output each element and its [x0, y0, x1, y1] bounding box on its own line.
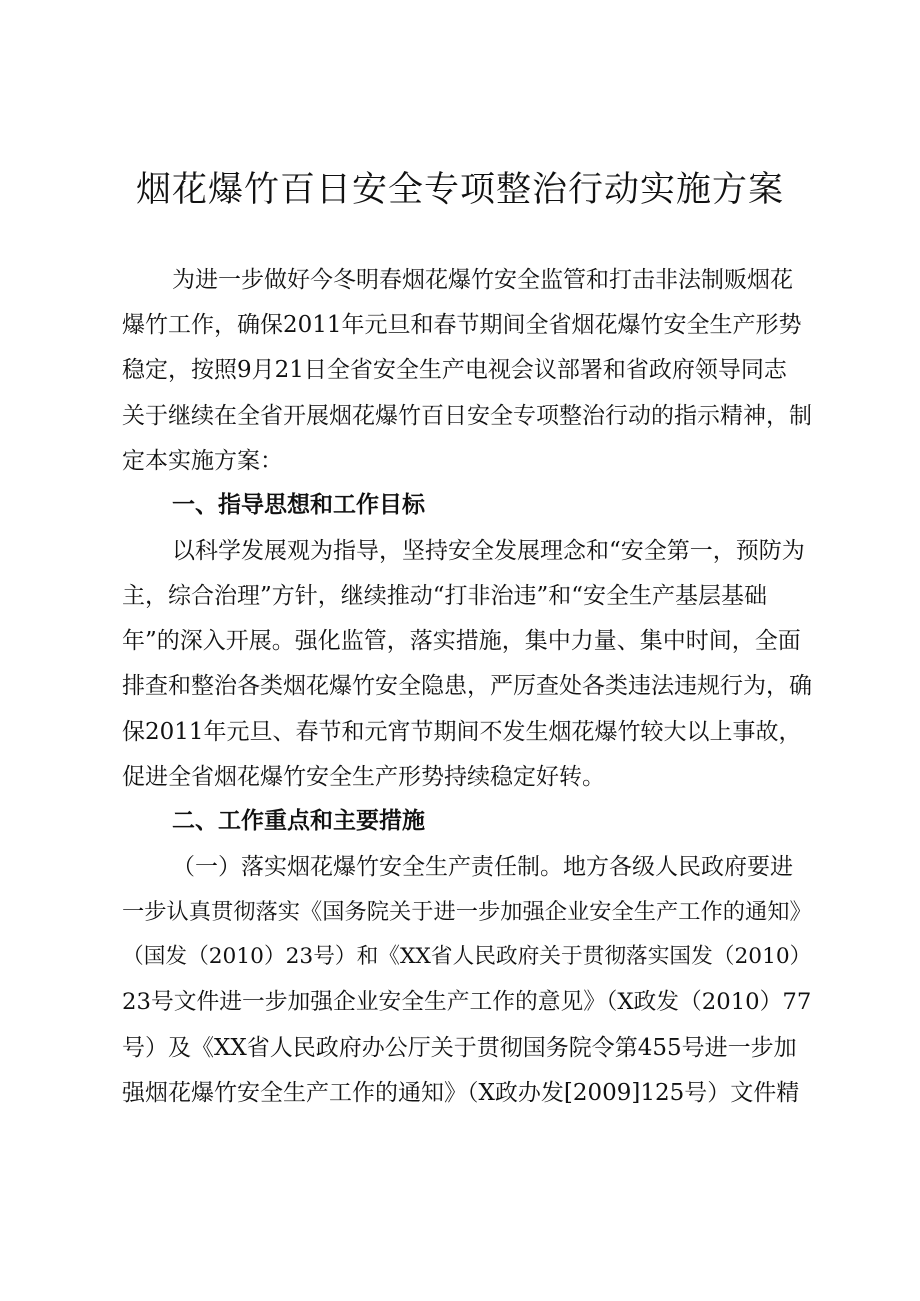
section-2-heading: 二、工作重点和主要措施	[172, 808, 425, 834]
intro-line-1: 为进一步做好今冬明春烟花爆竹安全监管和打击非法制贩烟花	[172, 267, 793, 293]
intro-line-4: 关于继续在全省开展烟花爆竹百日安全专项整治行动的指示精神，制	[122, 403, 812, 429]
section-1-line-3: 年”的深入开展。强化监管，落实措施，集中力量、集中时间，全面	[122, 628, 801, 654]
section-1-line-6: 促进全省烟花爆竹安全生产形势持续稳定好转。	[122, 764, 605, 790]
intro-line-5: 定本实施方案：	[122, 448, 283, 474]
section-1-line-2: 主，综合治理”方针，继续推动“打非治违”和“安全生产基层基础	[122, 583, 768, 609]
section-1-heading: 一、指导思想和工作目标	[172, 492, 425, 518]
section-1-line-1: 以科学发展观为指导，坚持安全发展理念和“安全第一，预防为	[172, 538, 805, 564]
section-2-line-3: （国发（2010）23号）和《XX省人民政府关于贯彻落实国发（2010）	[122, 944, 812, 969]
section-1-line-4: 排查和整治各类烟花爆竹安全隐患，严厉查处各类违法违规行为，确	[122, 673, 812, 699]
section-2-line-6: 强烟花爆竹安全生产工作的通知》（X政办发[2009]125号）文件精	[122, 1080, 800, 1106]
section-2-line-1: （一）落实烟花爆竹安全生产责任制。地方各级人民政府要进	[172, 854, 793, 880]
intro-line-2: 爆竹工作，确保2011年元旦和春节期间全省烟花爆竹安全生产形势	[122, 312, 802, 338]
section-2-line-2: 一步认真贯彻落实《国务院关于进一步加强企业安全生产工作的通知》	[122, 899, 812, 925]
section-2-line-5: 号）及《XX省人民政府办公厅关于贯彻国务院令第455号进一步加	[122, 1035, 797, 1061]
section-1-line-5: 保2011年元旦、春节和元宵节期间不发生烟花爆竹较大以上事故，	[122, 719, 802, 745]
document-title: 烟花爆竹百日安全专项整治行动实施方案	[135, 170, 784, 210]
section-2-line-4: 23号文件进一步加强企业安全生产工作的意见》（X政发（2010）77	[122, 989, 812, 1015]
intro-line-3: 稳定，按照9月21日全省安全生产电视会议部署和省政府领导同志	[122, 357, 787, 383]
